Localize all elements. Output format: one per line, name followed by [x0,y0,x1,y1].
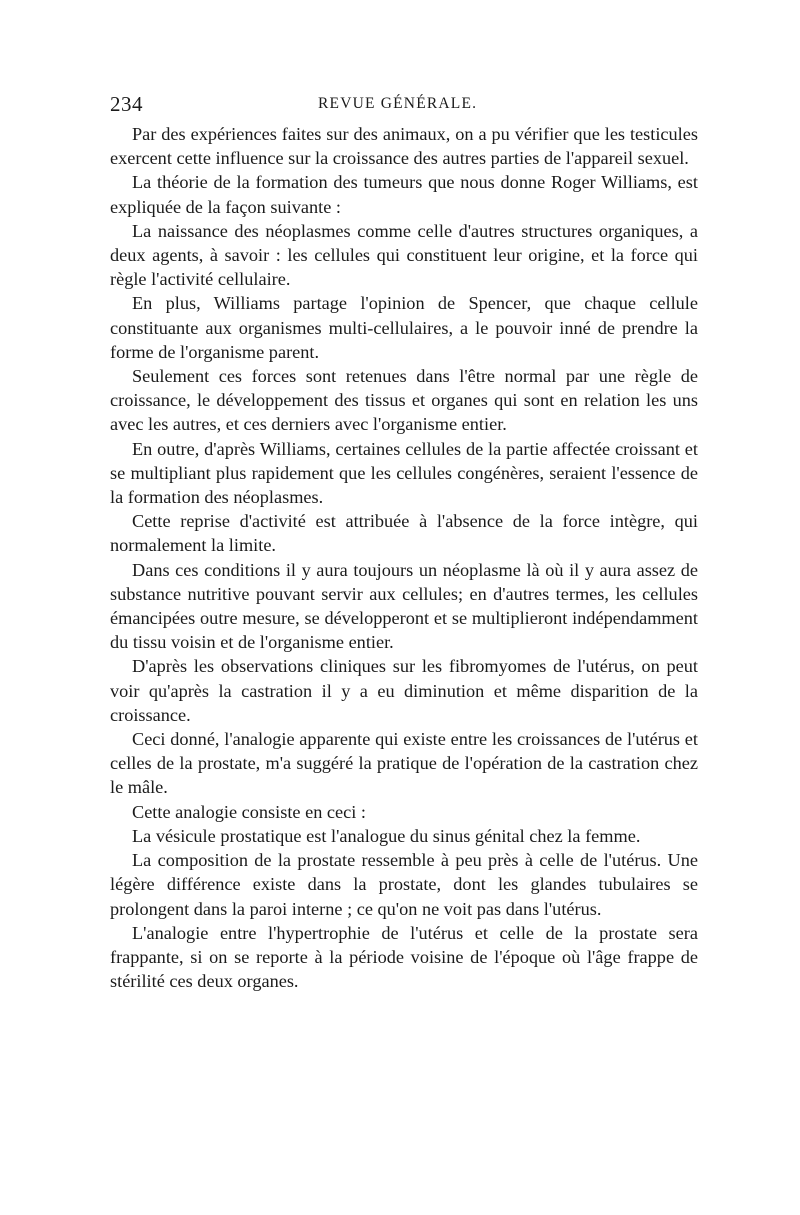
paragraph: La composition de la prostate ressemble à peu près à celle de l'utérus. Une légère différence existe dans la prostate, dont les glandes tubulaires se prolongent dans la paroi interne ; ce qu'on ne voit pas dans l'utérus. [110,850,698,919]
paragraph: Cette analogie consiste en ceci : [132,801,367,822]
paragraph: L'analogie entre l'hypertrophie de l'utérus et celle de la prostate sera frappante, si on se reporte à la période voisine de l'époque où l'âge frappe de stérilité ces deux organes. [110,922,698,992]
paragraph: La naissance des néoplasmes comme celle d'autres structures organiques, a deux agents, à savoir : les cellules qui constituent leur origine, et la force qui règle l'activité cellulaire. [110,220,698,290]
document-page [110,92,698,993]
paragraph: Ceci donné, l'analogie apparente qui existe entre les croissances de l'utérus et celles de la prostate, m'a suggéré la pratique de l'opération de la castration chez le mâle. [110,729,698,798]
paragraph: Par des expériences faites sur des animaux, on a pu vérifier que les testicules exercent cette influence sur la croissance des autres parties de l'appareil sexuel. [110,124,698,169]
page-header [110,92,698,122]
running-title: REVUE GÉNÉRALE. [318,95,478,112]
page-number: 234 [110,92,143,116]
paragraph: En outre, d'après Williams, certaines cellules de la partie affectée croissant et se multipliant plus rapidement que les cellules congénères, seraient l'essence de la formation des néoplasmes. [110,438,698,508]
paragraph: Seulement ces forces sont retenues dans l'être normal par une règle de croissance, le développement des tissus et organes qui sont en relation les uns avec les autres, et ces derniers avec l'organisme entier. [110,366,698,435]
body-text [110,122,698,993]
paragraph: D'après les observations cliniques sur les fibromyomes de l'utérus, on peut voir qu'après la castration il y a eu diminution et même disparition de la croissance. [110,656,698,725]
paragraph: Cette reprise d'activité est attribuée à l'absence de la force intègre, qui normalement la limite. [110,511,698,556]
paragraph: La vésicule prostatique est l'analogue du sinus génital chez la femme. [132,825,641,846]
paragraph: En plus, Williams partage l'opinion de Spencer, que chaque cellule constituante aux organismes multi-cellulaires, a le pouvoir inné de prendre la forme de l'organisme parent. [110,293,698,362]
paragraph: Dans ces conditions il y aura toujours un néoplasme là où il y aura assez de substance nutritive pouvant servir aux cellules; en d'autres termes, les cellules émancipées outre mesure, se développeront et se multiplieront indépendamment du tissu voisin et de l'organisme entier. [110,559,698,653]
paragraph: La théorie de la formation des tumeurs que nous donne Roger Williams, est expliquée de la façon suivante : [110,172,698,217]
